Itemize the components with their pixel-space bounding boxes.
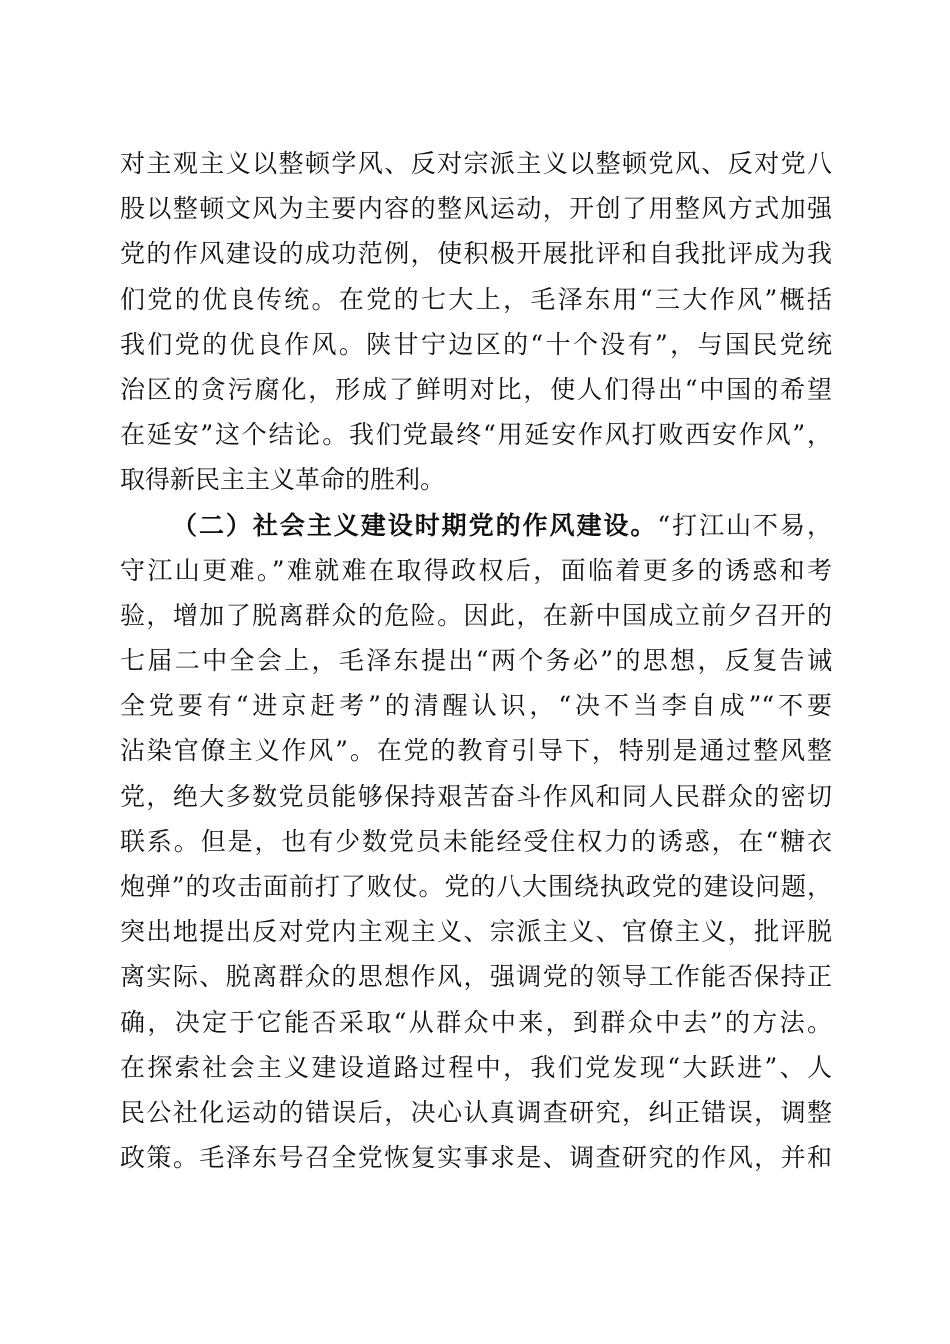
text-line: 股以整顿文风为主要内容的整风运动，开创了用整风方式加强 [120, 194, 832, 224]
text-line: 联系。但是，也有少数党员未能经受住权力的诱惑，在“糖衣 [120, 826, 832, 856]
text-line: 对主观主义以整顿学风、反对宗派主义以整顿党风、反对党八 [120, 149, 832, 178]
text-line: 治区的贪污腐化，形成了鲜明对比，使人们得出“中国的希望 [120, 374, 832, 404]
document-body [120, 141, 832, 1180]
text-line: 政策。毛泽东号召全党恢复实事求是、调查研究的作风，并和 [120, 1143, 832, 1173]
heading-line-tail: “打江山不易， [657, 510, 832, 540]
text-line: 党，绝大多数党员能够保持艰苦奋斗作风和同人民群众的密切 [120, 781, 832, 811]
text-line: 突出地提出反对党内主观主义、宗派主义、官僚主义，批评脱 [120, 917, 832, 947]
text-line: 沾染官僚主义作风”。在党的教育引导下，特别是通过整风整 [120, 736, 832, 766]
text-line: 确，决定于它能否采取“从群众中来，到群众中去”的方法。 [120, 1007, 832, 1037]
text-line: 七届二中全会上，毛泽东提出“两个务必”的思想，反复告诫 [120, 646, 832, 676]
text-line: 民公社化运动的错误后，决心认真调查研究，纠正错误，调整 [120, 1097, 832, 1127]
text-line: 验，增加了脱离群众的危险。因此，在新中国成立前夕召开的 [120, 600, 832, 630]
section-heading: （二）社会主义建设时期党的作风建设。 [172, 510, 658, 540]
text-line: 守江山更难。”难就难在取得政权后，面临着更多的诱惑和考 [120, 555, 832, 585]
text-line: 党的作风建设的成功范例，使积极开展批评和自我批评成为我 [120, 239, 832, 269]
text-line: 离实际、脱离群众的思想作风，强调党的领导工作能否保持正 [120, 962, 832, 992]
text-line: 们党的优良传统。在党的七大上，毛泽东用“三大作风”概括 [120, 284, 832, 314]
text-line: 我们党的优良作风。陕甘宁边区的“十个没有”，与国民党统 [120, 329, 832, 359]
text-line: 炮弹”的攻击面前打了败仗。党的八大围绕执政党的建设问题， [120, 872, 832, 901]
text-line: 在探索社会主义建设道路过程中，我们党发现“大跃进”、人 [120, 1052, 832, 1082]
text-line: 全党要有“进京赶考”的清醒认识，“决不当李自成”“不要 [120, 691, 832, 721]
text-line: 在延安”这个结论。我们党最终“用延安作风打败西安作风”， [120, 420, 832, 450]
text-line: 取得新民主主义革命的胜利。 [120, 465, 446, 495]
section-heading-line [120, 503, 832, 548]
